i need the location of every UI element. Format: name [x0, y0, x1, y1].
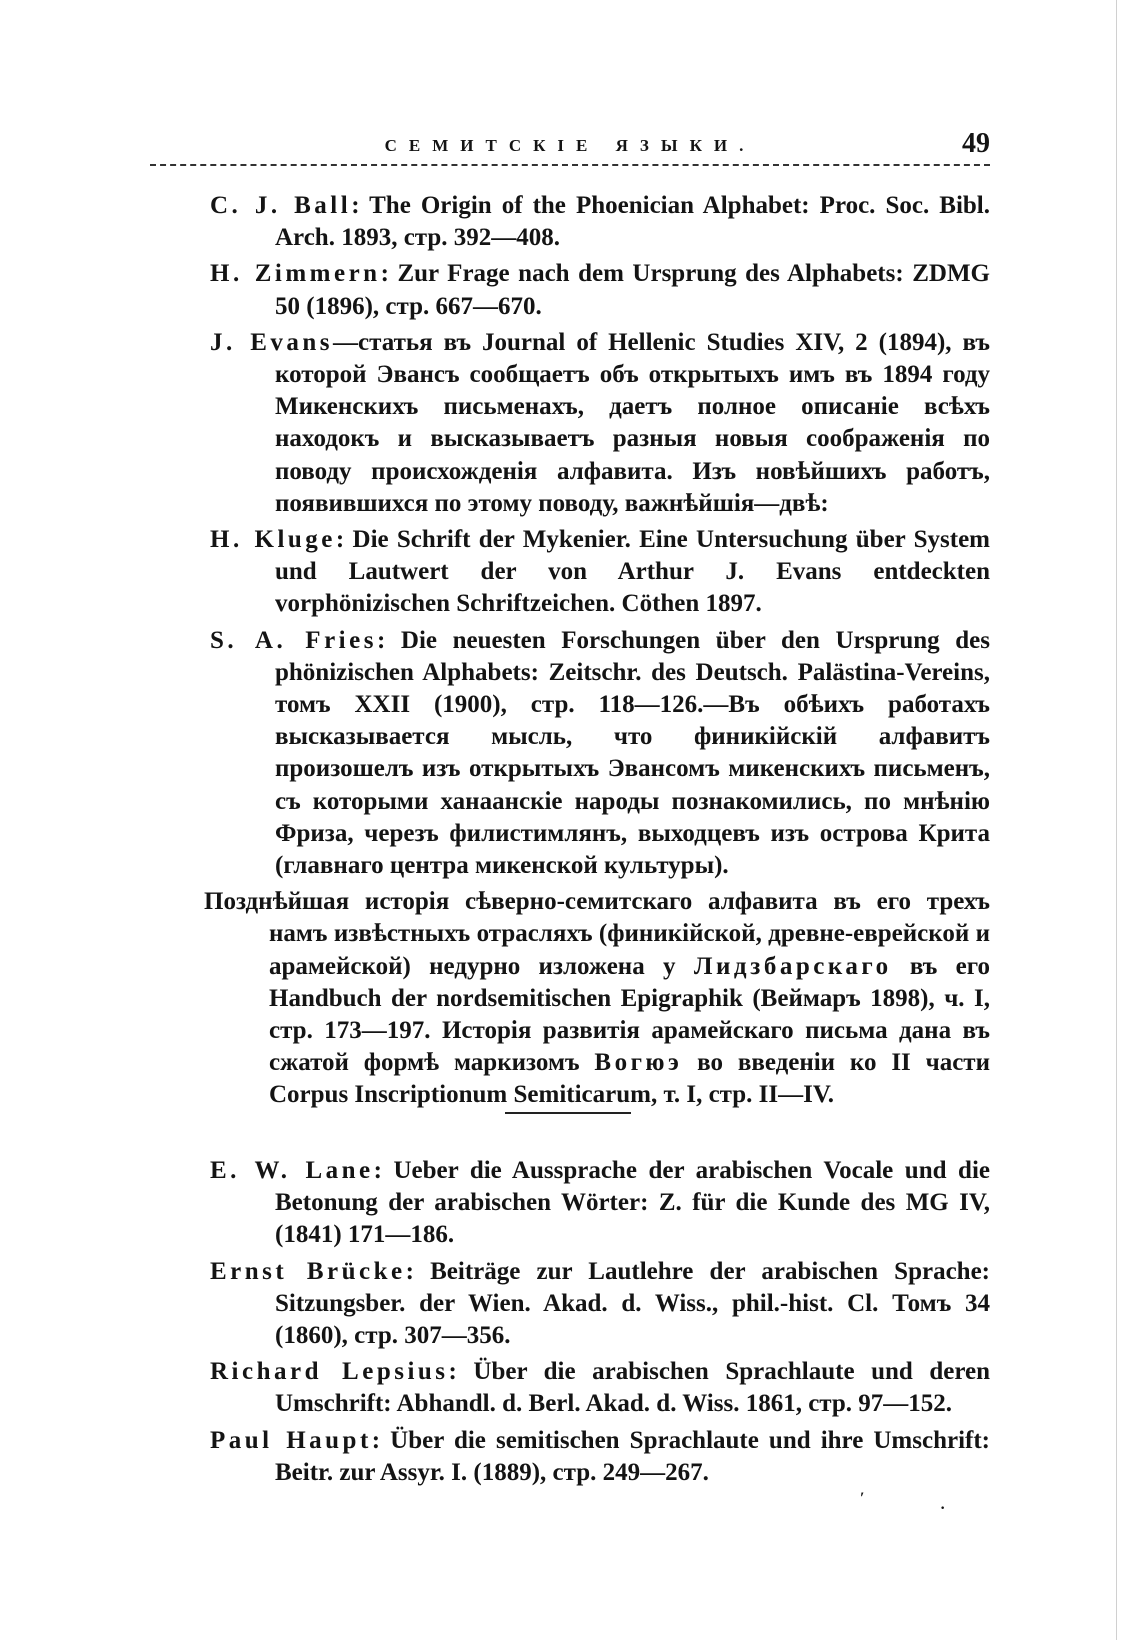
- author-name-lidzbarski: Лидзбарскаго: [693, 952, 892, 980]
- entry-author: C. J. Ball: [210, 192, 352, 219]
- running-head-title: СЕМИТСКІЕ ЯЗЫКИ.: [384, 136, 756, 155]
- section-separator: [505, 1112, 631, 1114]
- paragraph-text: во введеніи ко II части Corpus Inscriptionum Semiticarum, т. I, стр. II—IV.: [269, 1049, 990, 1109]
- page-edge-line: [1116, 0, 1117, 1640]
- bibliography-entry-evans: [210, 327, 990, 520]
- bibliography-entry-lepsius: [210, 1356, 990, 1420]
- ink-speck-mark: ·: [940, 1500, 946, 1517]
- entry-author: H. Zimmern: [210, 260, 381, 288]
- bibliography-section-1: [204, 190, 991, 1116]
- bibliography-section-2: [210, 1155, 990, 1493]
- entry-text: : Die Schrift der Mykenier. Eine Untersuchung über System und Lautwert der von Arthur J. Evans entdeckten vorphönizischen Schriftzeichen. Cöthen 1897.: [275, 526, 990, 618]
- entry-author: Paul Haupt: [210, 1426, 372, 1454]
- entry-text: : The Origin of the Phoenician Alphabet: Proc. Soc. Bibl. Arch. 1893, стр. 392—408.: [275, 192, 990, 252]
- bibliography-entry-lane: [210, 1155, 990, 1252]
- entry-text: : Über die arabischen Sprachlaute und deren Umschrift: Abhandl. d. Berl. Akad. d. Wiss. 1861, стр. 97—152.: [275, 1358, 990, 1418]
- running-head: [150, 126, 990, 166]
- entry-text: : Zur Frage nach dem Ursprung des Alphabets: ZDMG 50 (1896), стр. 667—670.: [275, 260, 990, 320]
- bibliography-entry-kluge: [210, 524, 990, 621]
- entry-text: : Ueber die Aussprache der arabischen Vocale und die Betonung der arabischen Wörter: Z. für die Kunde des MG IV, (1841) 171—186.: [275, 1157, 990, 1249]
- entry-author: Ernst Brücke: [210, 1257, 406, 1285]
- alphabet-history-paragraph: [204, 886, 990, 1111]
- bibliography-entry-bruecke: [210, 1256, 990, 1353]
- entry-author: E. W. Lane: [210, 1157, 374, 1184]
- author-name-vogue: Вогюэ: [594, 1049, 683, 1077]
- paragraph-text: въ его Handbuch der nordsemitischen Epigraphik (Веймаръ 1898), ч. I, стр. 173—197. Исторія развитія арамейскаго письма дана въ сжатой формѣ маркизомъ: [269, 952, 990, 1077]
- header-rule: [150, 164, 990, 166]
- bibliography-entry-haupt: [210, 1425, 990, 1489]
- entry-text: : Beiträge zur Lautlehre der arabischen Sprache: Sitzungsber. der Wien. Akad. d. Wiss., phil.-hist. Cl. Томъ 34 (1860), стр. 307—356.: [275, 1257, 990, 1350]
- entry-text: : Über die semitischen Sprachlaute und ihre Umschrift: Beitr. zur Assyr. I. (1889), стр. 249—267.: [275, 1426, 990, 1486]
- entry-author: S. A. Fries: [210, 626, 377, 654]
- entry-text: : Die neuesten Forschungen über den Ursprung des phönizischen Alphabets: Zeitschr. des Deutsch. Palästina-Vereins, томъ XXII (1900), стр. 118—126.—Въ обѣихъ работахъ высказывается мысль, что финикійскій алфавитъ произошелъ изъ открытыхъ Эвансомъ микенскихъ письменъ, съ которыми ханаанскіе народы познакомились, по мнѣнію Фриза, черезъ филистимлянъ, выходцевъ изъ острова Крита (главнаго центра микенской культуры).: [275, 626, 991, 880]
- entry-author: J. Evans: [210, 328, 334, 356]
- paragraph-text: Позднѣйшая исторія сѣверно-семитскаго алфавита въ его трехъ намъ извѣстныхъ отрасляхъ (финикійской, древне-еврейской и арамейской) недурно изложена у: [204, 888, 990, 980]
- ink-speck-mark: ′: [860, 1490, 865, 1507]
- entry-author: H. Kluge: [210, 526, 336, 554]
- bibliography-entry-zimmern: [210, 258, 990, 322]
- entry-author: Richard Lepsius: [210, 1358, 449, 1386]
- bibliography-entry-fries: [210, 625, 990, 883]
- entry-text: —статья въ Journal of Hellenic Studies XIV, 2 (1894), въ которой Эвансъ сообщаетъ объ открытыхъ имъ въ 1894 году Микенскихъ письменахъ, даетъ полное описаніе всѣхъ находокъ и высказываетъ разныя новыя соображенія по поводу происхожденія алфавита. Изъ новѣйшихъ работъ, появившихся по этому поводу, важнѣйшія—двѣ:: [275, 328, 990, 517]
- bibliography-entry-ball: [210, 190, 990, 254]
- page-number: 49: [962, 128, 990, 159]
